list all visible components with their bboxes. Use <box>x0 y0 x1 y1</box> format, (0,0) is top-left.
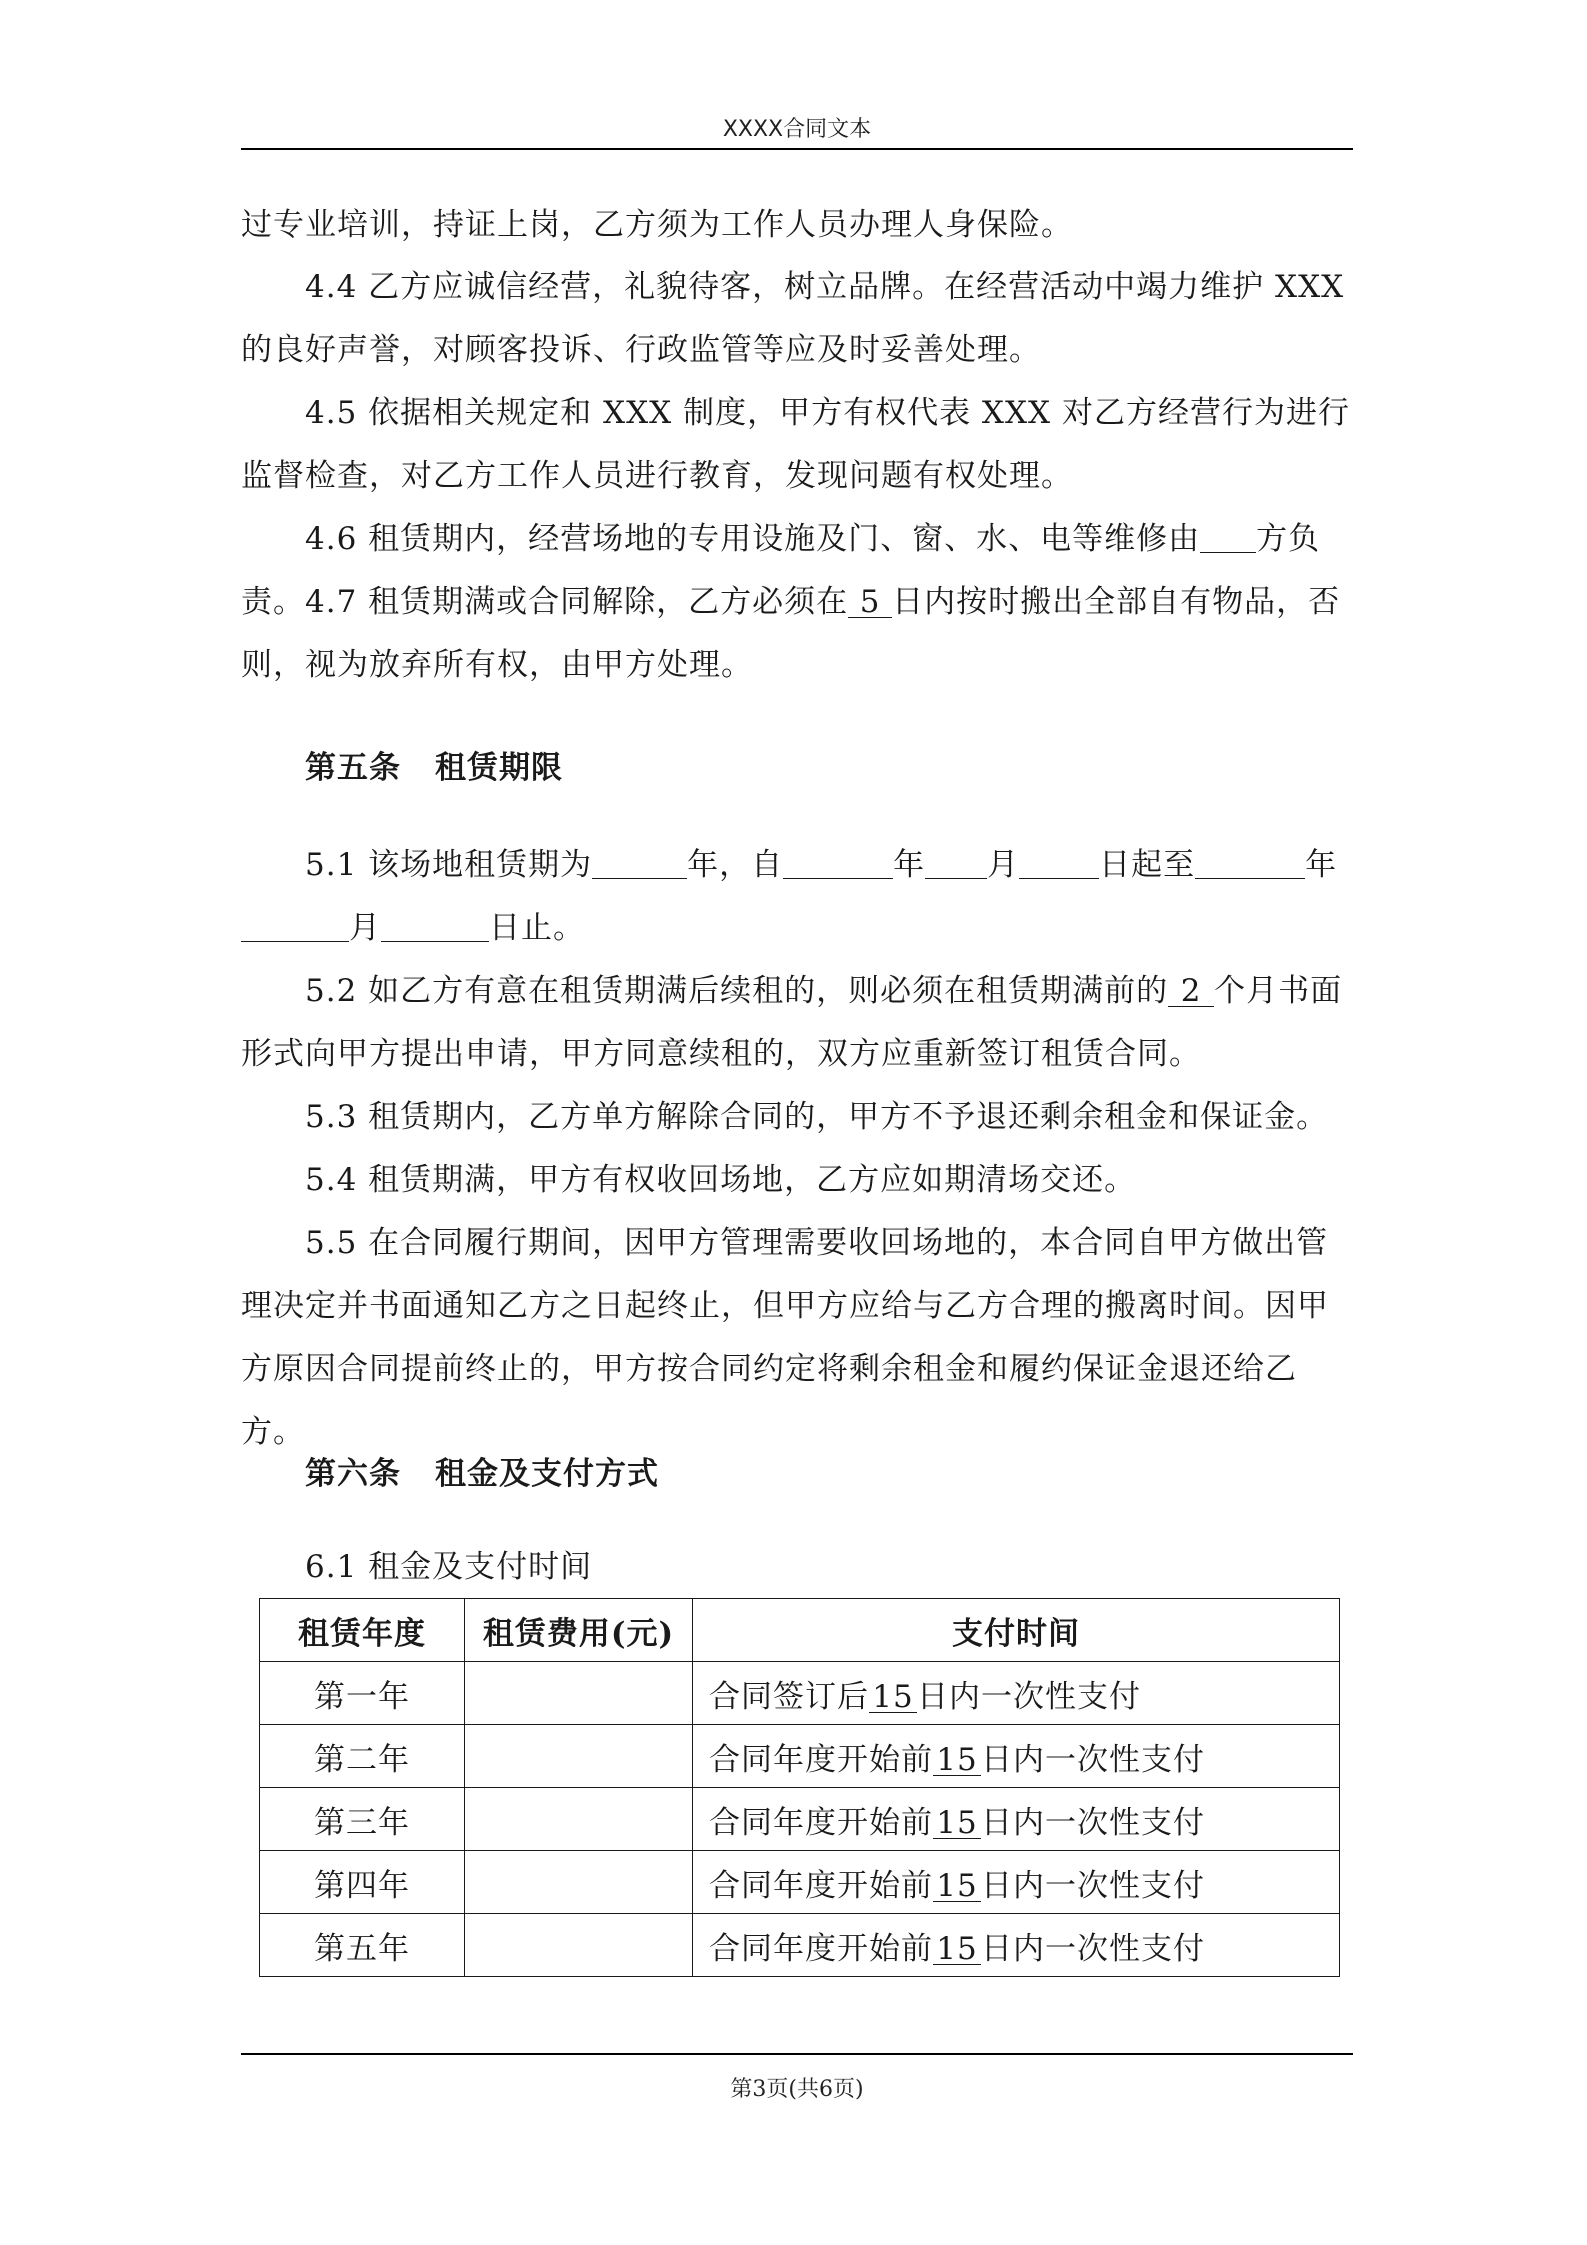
blank-start-day <box>1019 848 1099 879</box>
fee-cell <box>465 1662 693 1725</box>
paragraph-4-5: 4.5 依据相关规定和 XXX 制度，甲方有权代表 XXX 对乙方经营行为进行监督检查，对乙方工作人员进行教育，发现问题有权处理。 <box>241 395 1350 494</box>
paragraph-4-4: 4.4 乙方应诚信经营，礼貌待客，树立品牌。在经营活动中竭力维护 XXX 的良好声誉，对顾客投诉、行政监管等应及时妥善处理。 <box>241 269 1345 368</box>
table-row <box>260 1851 1340 1914</box>
move-out-days: 5 <box>848 587 892 618</box>
paragraph-4-6: 4.6 租赁期内，经营场地的专用设施及门、窗、水、电等维修由 方负责。 <box>241 521 1321 620</box>
year-cell: 第一年 <box>260 1662 465 1725</box>
paragraph-5-2: 5.2 如乙方有意在租赁期满后续租的，则必须在租赁期满前的 2 个月书面形式向甲方提出申请，甲方同意续租的，双方应重新签订租赁合同。 <box>241 973 1343 1072</box>
payment-time-cell: 合同年度开始前 15 日内一次性支付 <box>693 1788 1340 1851</box>
header-payment-time: 支付时间 <box>693 1599 1340 1662</box>
paragraph-5-3: 5.3 租赁期内，乙方单方解除合同的，甲方不予退还剩余租金和保证金。 <box>305 1099 1329 1135</box>
blank-end-year <box>1195 848 1305 879</box>
rent-payment-table <box>259 1598 1340 1977</box>
year-cell: 第四年 <box>260 1851 465 1914</box>
paragraph-4-3-continued: 过专业培训，持证上岗，乙方须为工作人员办理人身保险。 <box>241 207 1073 243</box>
payment-time-cell: 合同年度开始前 15 日内一次性支付 <box>693 1914 1340 1977</box>
year-cell: 第五年 <box>260 1914 465 1977</box>
payment-time-cell: 合同签订后 15 日内一次性支付 <box>693 1662 1340 1725</box>
page-header: XXXX合同文本 <box>722 117 872 142</box>
blank-responsible-party <box>1200 522 1256 553</box>
paragraph-5-1: 5.1 该场地租赁期为 年，自 年 月 日起至 年 月 日止。 <box>241 834 1353 960</box>
year-cell: 第三年 <box>260 1788 465 1851</box>
fee-cell <box>465 1725 693 1788</box>
blank-term-years <box>592 848 687 879</box>
blank-start-year <box>783 848 893 879</box>
paragraph-4-7: 4.7 租赁期满或合同解除，乙方必须在 5 日内按时搬出全部自有物品，否则，视为放弃所有权，由甲方处理。 <box>241 584 1341 683</box>
renewal-notice-months: 2 <box>1168 976 1214 1007</box>
fee-cell <box>465 1788 693 1851</box>
blank-start-month <box>925 848 987 879</box>
paragraph-5-5: 5.5 在合同履行期间，因甲方管理需要收回场地的，本合同自甲方做出管理决定并书面通知乙方之日起终止，但甲方应给与乙方合理的搬离时间。因甲方原因合同提前终止的，甲方按合同约定将剩余租金和履约保证金退还给乙方。 <box>241 1225 1329 1450</box>
footer-rule <box>241 2053 1353 2055</box>
year-cell: 第二年 <box>260 1725 465 1788</box>
blank-end-day <box>381 911 489 942</box>
table-row <box>260 1788 1340 1851</box>
fee-cell <box>465 1851 693 1914</box>
paragraph-5-4: 5.4 租赁期满，甲方有权收回场地，乙方应如期清场交还。 <box>305 1162 1137 1198</box>
article-5-heading: 第五条 租赁期限 <box>305 750 563 786</box>
payment-time-cell: 合同年度开始前 15 日内一次性支付 <box>693 1851 1340 1914</box>
article-6-heading: 第六条 租金及支付方式 <box>305 1456 659 1492</box>
table-row <box>260 1662 1340 1725</box>
table-header-row <box>260 1599 1340 1662</box>
table-row <box>260 1914 1340 1977</box>
header-lease-fee: 租赁费用(元) <box>465 1599 693 1662</box>
paragraph-6-1: 6.1 租金及支付时间 <box>305 1549 593 1585</box>
header-rule <box>241 148 1353 150</box>
page-number: 第3页(共6页) <box>730 2077 864 2102</box>
blank-end-month <box>241 911 349 942</box>
header-lease-year: 租赁年度 <box>260 1599 465 1662</box>
fee-cell <box>465 1914 693 1977</box>
table-row <box>260 1725 1340 1788</box>
payment-time-cell: 合同年度开始前 15 日内一次性支付 <box>693 1725 1340 1788</box>
